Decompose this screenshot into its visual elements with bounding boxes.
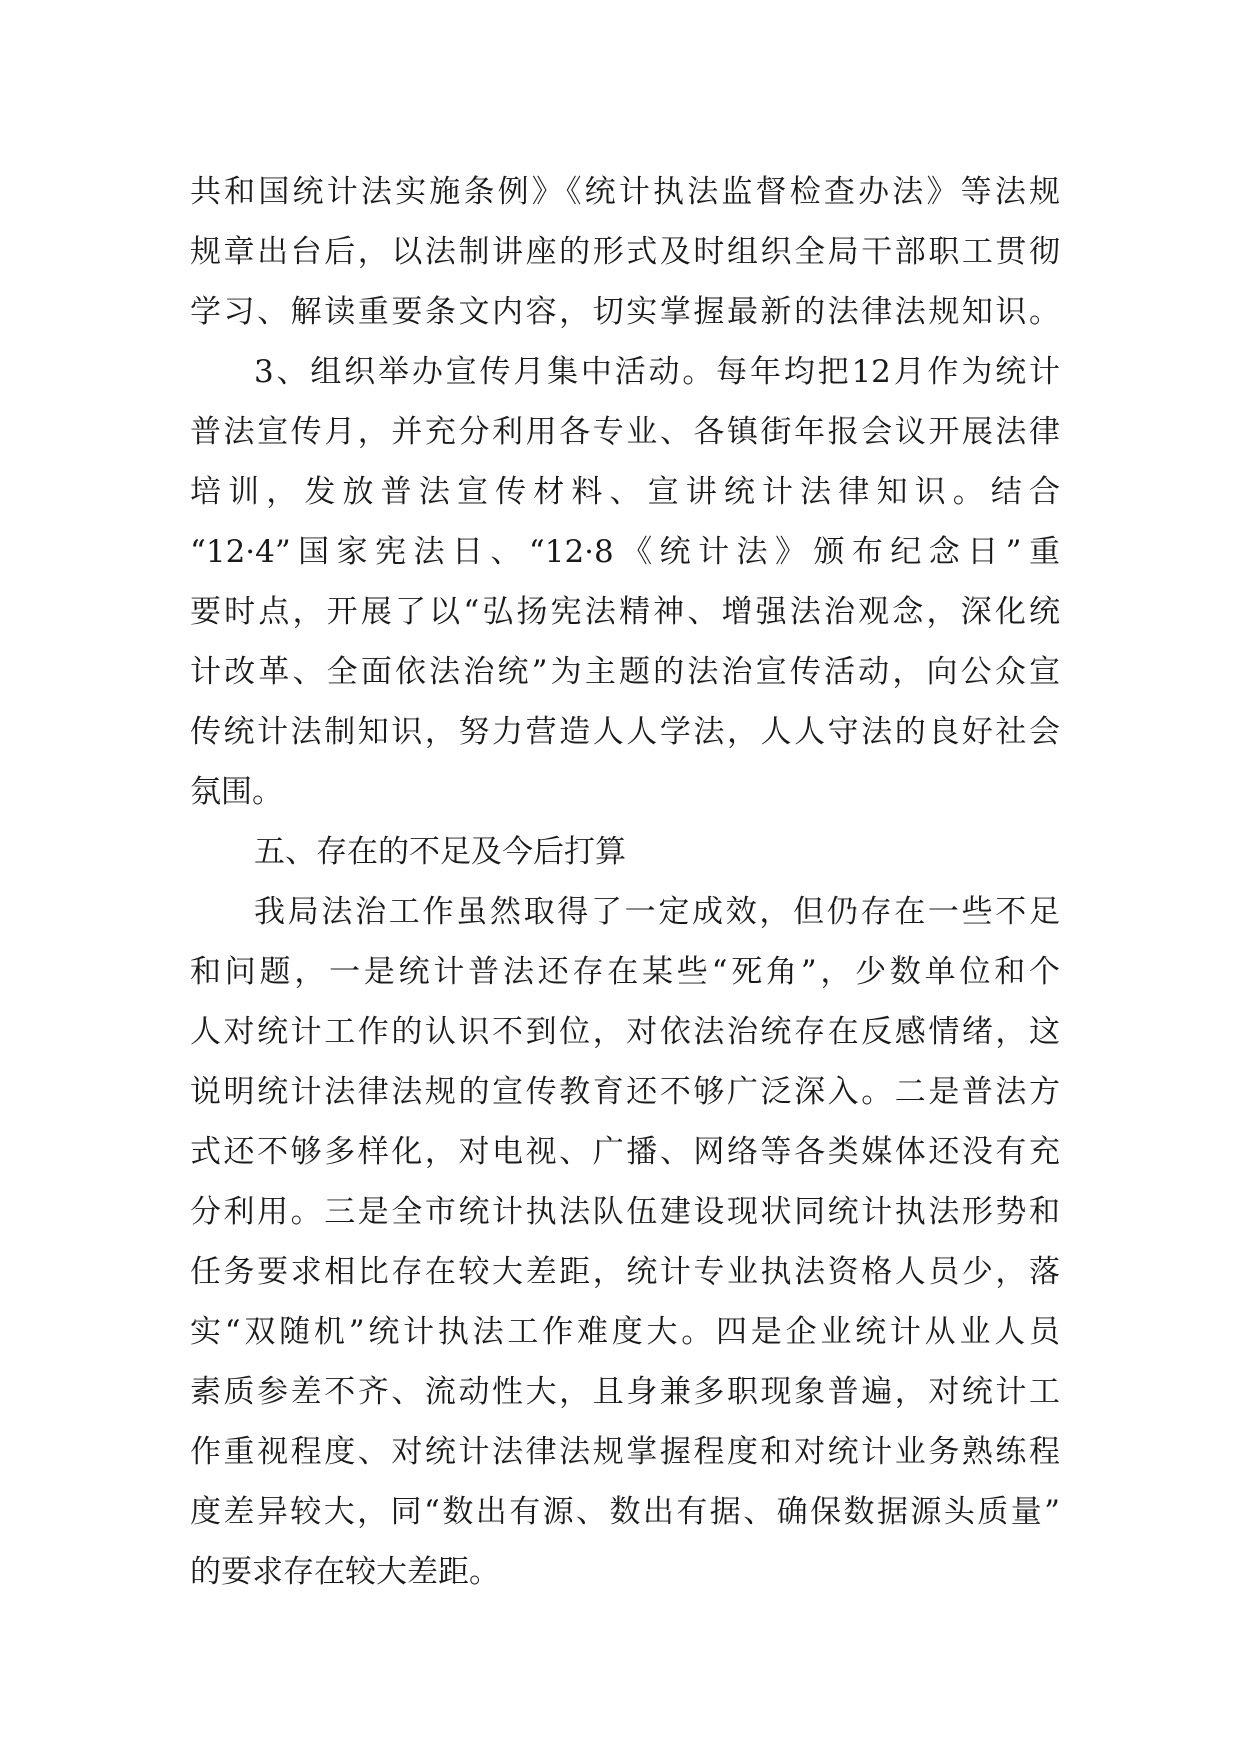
text-line: 普法宣传月，并充分利用各专业、各镇街年报会议开展法律	[190, 414, 1060, 450]
text-line: 和问题，一是统计普法还存在某些“死角”，少数单位和个	[190, 954, 1060, 990]
text-line: 规章出台后，以法制讲座的形式及时组织全局干部职工贯彻	[190, 234, 1060, 270]
text-line: 3、组织举办宣传月集中活动。每年均把12月作为统计	[254, 354, 1060, 390]
text-line: 我局法治工作虽然取得了一定成效，但仍存在一些不足	[254, 894, 1060, 930]
text-line: 度差异较大，同“数出有源、数出有据、确保数据源头质量”	[190, 1494, 1060, 1530]
text-line: 说明统计法律法规的宣传教育还不够广泛深入。二是普法方	[190, 1074, 1060, 1110]
text-line: “12·4”国家宪法日、“12·8《统计法》颁布纪念日”重	[190, 534, 1060, 570]
text-line: 任务要求相比存在较大差距，统计专业执法资格人员少，落	[190, 1254, 1060, 1290]
text-line: 分利用。三是全市统计执法队伍建设现状同统计执法形势和	[190, 1194, 1060, 1230]
text-line: 学习、解读重要条文内容，切实掌握最新的法律法规知识。	[190, 294, 1060, 330]
text-line: 要时点，开展了以“弘扬宪法精神、增强法治观念，深化统	[190, 594, 1060, 630]
text-line: 的要求存在较大差距。	[190, 1554, 500, 1590]
text-line: 素质参差不齐、流动性大，且身兼多职现象普遍，对统计工	[190, 1374, 1060, 1410]
text-line: 共和国统计法实施条例》《统计执法监督检查办法》等法规	[190, 174, 1060, 210]
text-line: 实“双随机”统计执法工作难度大。四是企业统计从业人员	[190, 1314, 1060, 1350]
text-line: 作重视程度、对统计法律法规掌握程度和对统计业务熟练程	[190, 1434, 1060, 1470]
text-line: 培训，发放普法宣传材料、宣讲统计法律知识。结合	[190, 474, 1060, 510]
body-text	[190, 162, 1060, 1602]
text-line: 氛围。	[190, 774, 283, 810]
text-line: 计改革、全面依法治统”为主题的法治宣传活动，向公众宣	[190, 654, 1060, 690]
text-line: 式还不够多样化，对电视、广播、网络等各类媒体还没有充	[190, 1134, 1060, 1170]
text-line: 人对统计工作的认识不到位，对依法治统存在反感情绪，这	[190, 1014, 1060, 1050]
section-heading: 五、存在的不足及今后打算	[254, 834, 626, 870]
text-line: 传统计法制知识，努力营造人人学法，人人守法的良好社会	[190, 714, 1060, 750]
